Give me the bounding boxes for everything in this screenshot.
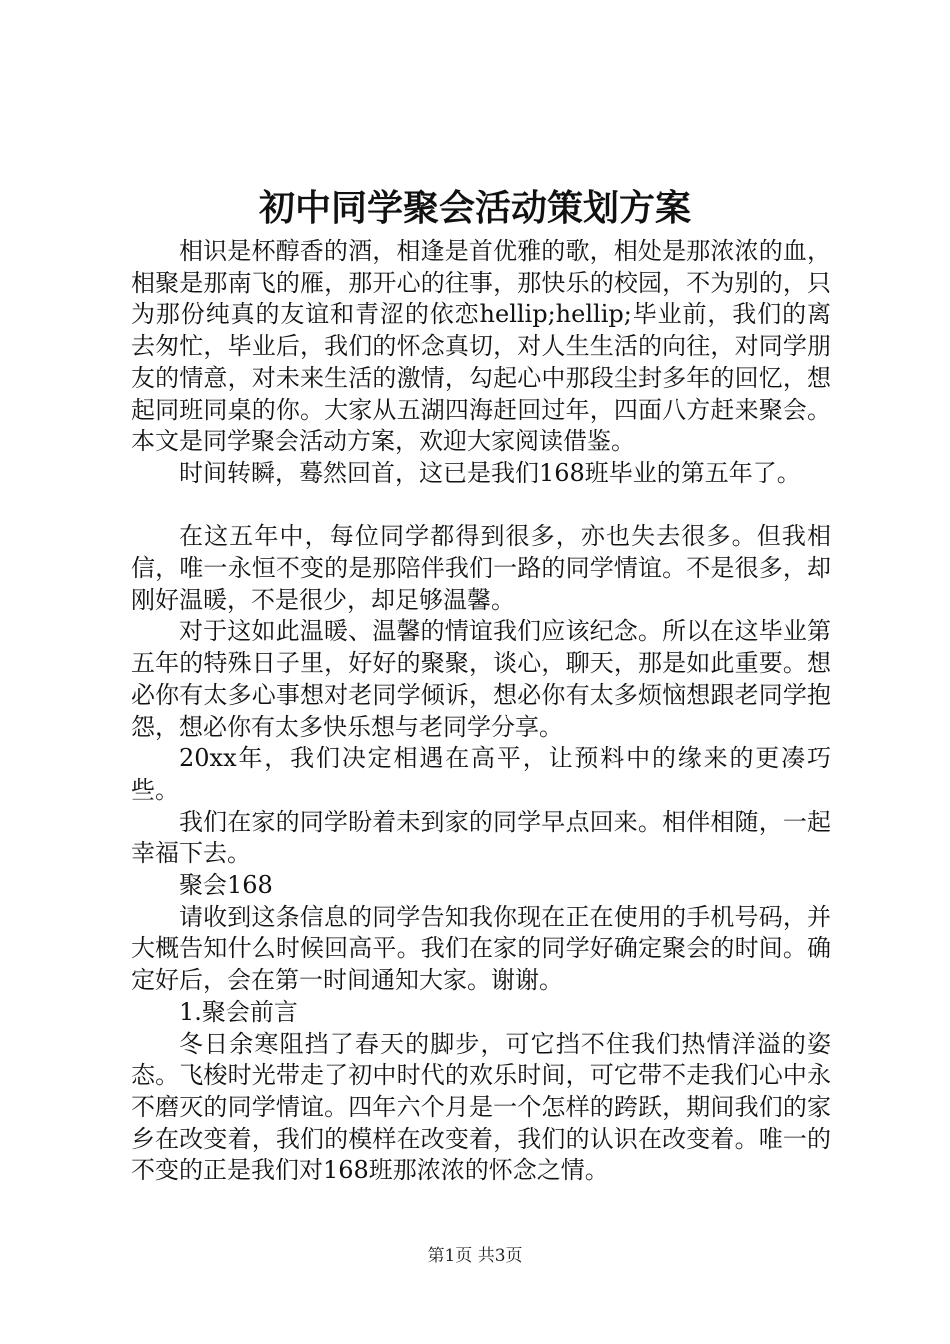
paragraph-preface: 冬日余寒阻挡了春天的脚步，可它挡不住我们热情洋溢的姿态。飞梭时光带走了初中时代的欢乐时间，可它带不走我们心中永不磨灭的同学情谊。四年六个月是一个怎样的跨跃，期间我们的家乡在改变着，我们的模样在改变着，我们的认识在改变着。唯一的不变的正是我们对168班那浓浓的怀念之情。	[131, 1029, 831, 1185]
paragraph-friendship: 对于这如此温暖、温馨的情谊我们应该纪念。所以在这毕业第五年的特殊日子里，好好的聚聚，谈心，聊天，那是如此重要。想必你有太多心事想对老同学倾诉，想必你有太多烦恼想跟老同学抱怨，想必你有太多快乐想与老同学分享。	[131, 617, 831, 741]
paragraph-waiting: 我们在家的同学盼着未到家的同学早点回来。相伴相随，一起幸福下去。	[131, 807, 831, 868]
document-body	[131, 236, 831, 1187]
document-title: 初中同学聚会活动策划方案	[258, 187, 691, 229]
section-heading-preface: 1.聚会前言	[179, 997, 298, 1026]
paragraph-five-years: 在这五年中，每位同学都得到很多，亦也失去很多。但我相信，唯一永恒不变的是那陪伴我们一路的同学情谊。不是很多，却刚好温暖，不是很少，却足够温馨。	[131, 522, 831, 614]
page-footer: 第1页 共3页	[427, 1246, 523, 1266]
paragraph-meeting-place: 20xx年，我们决定相遇在高平，让预料中的缘来的更凑巧些。	[131, 744, 831, 804]
paragraph-time: 时间转瞬，蓦然回首，这已是我们168班毕业的第五年了。	[179, 458, 801, 487]
paragraph-contact-request: 请收到这条信息的同学告知我你现在正在使用的手机号码，并大概告知什么时候回高平。我们在家的同学好确定聚会的时间。确定好后，会在第一时间通知大家。谢谢。	[131, 902, 831, 995]
paragraph-gathering-168: 聚会168	[179, 871, 273, 900]
paragraph-intro: 相识是杯醇香的酒，相逢是首优雅的歌，相处是那浓浓的血，相聚是那南飞的雁，那开心的往事，那快乐的校园，不为别的，只为那份纯真的友谊和青涩的依恋hellip;hellip;毕业前，我们的离去匆忙，毕业后，我们的怀念真切，对人生生活的向往，对同学朋友的情意，对未来生活的激情，勾起心中那段尘封多年的回忆，想起同班同桌的你。大家从五湖四海赶回过年，四面八方赶来聚会。本文是同学聚会活动方案，欢迎大家阅读借鉴。	[131, 237, 831, 456]
